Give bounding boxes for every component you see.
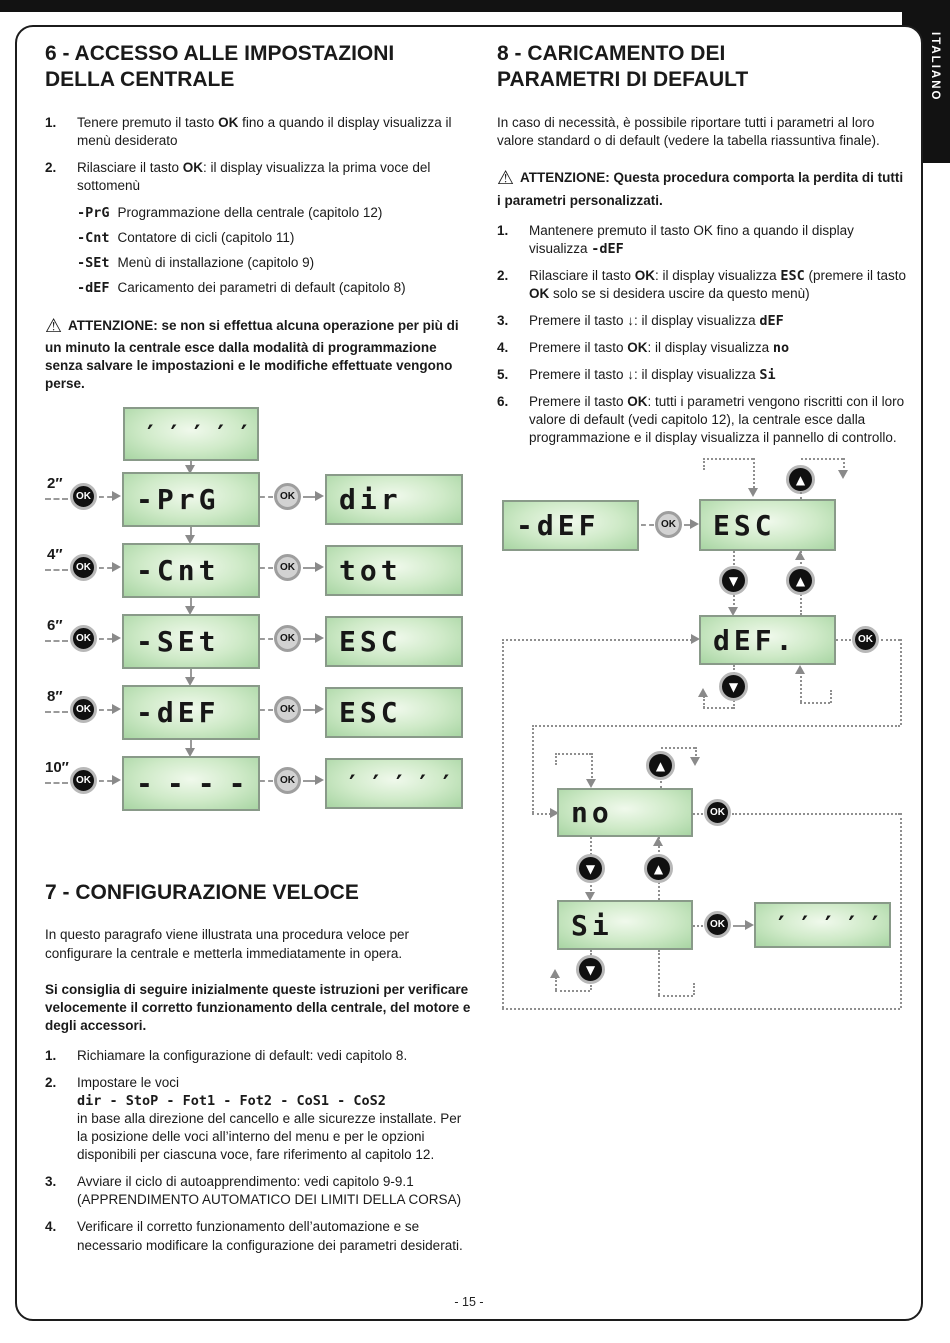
connector <box>502 639 504 1008</box>
arrowhead <box>315 633 324 643</box>
ok-button: OK <box>852 626 879 653</box>
display <box>325 758 463 809</box>
seven-seg-text: -Cnt <box>136 554 220 587</box>
arrowhead <box>690 757 700 766</box>
warning-icon: ⚠ <box>45 314 63 337</box>
list-item: 2. Rilasciare il tasto OK: il display visualizza la prima voce del sottomenù <box>45 160 431 194</box>
ok-button: OK <box>274 767 301 794</box>
seven-seg-text: ESC <box>339 625 402 658</box>
timing-label: 6″ <box>47 617 63 634</box>
connector <box>555 977 557 990</box>
display <box>325 687 463 738</box>
ok-button: OK <box>70 483 97 510</box>
connector <box>303 638 315 640</box>
connector <box>303 567 315 569</box>
ok-button: OK <box>70 696 97 723</box>
arrowhead <box>795 551 805 560</box>
seven-seg-text: ′′′′′ <box>774 911 892 939</box>
arrowhead <box>112 775 121 785</box>
connector <box>45 569 68 571</box>
connector <box>800 702 830 704</box>
list-item: 1. Tenere premuto il tasto OK fino a quando il display visualizza il menù desiderato <box>45 114 452 148</box>
connector <box>45 782 68 784</box>
section-6 <box>45 41 475 405</box>
arrowhead <box>315 704 324 714</box>
connector <box>641 524 654 526</box>
paragraph: In caso di necessità, è possibile riportare tutti i parametri al loro valore standard o di default (vedere la tabella riassuntiva finale). <box>497 114 880 148</box>
list-item: 6. Premere il tasto OK: tutti i parametri vengono riscritti con il loro valore di default (vedi capitolo 12), la centrale esce dalla programmazione e il display visualizza il pannello di controllo. <box>497 394 905 446</box>
connector <box>99 780 112 782</box>
section-6-title: 6 - ACCESSO ALLE IMPOSTAZIONI DELLA CENTRALE <box>45 42 395 92</box>
menu-desc: Menù di installazione (capitolo 9) <box>117 255 315 271</box>
connector <box>99 709 112 711</box>
menu-desc: Programmazione della centrale (capitolo 12) <box>117 205 383 221</box>
arrowhead <box>698 688 708 697</box>
connector <box>658 950 660 995</box>
display <box>557 788 693 837</box>
connector <box>99 638 112 640</box>
section-7 <box>45 880 475 1264</box>
section-8 <box>497 41 907 456</box>
arrowhead <box>690 519 699 529</box>
arrowhead <box>586 779 596 788</box>
submenu-item <box>45 204 475 222</box>
seven-seg-text: dir <box>339 483 402 516</box>
seven-seg-text: -PrG <box>136 483 220 516</box>
ok-button: OK <box>274 625 301 652</box>
seven-seg-text: ESC <box>339 696 402 729</box>
seven-seg-text: -SEt <box>136 625 220 658</box>
connector <box>753 458 755 488</box>
warning-note: ⚠ ATTENZIONE: Questa procedura comporta la perdita di tutti i parametri personalizzati. <box>497 167 904 208</box>
connector <box>45 640 68 642</box>
arrowhead <box>112 704 121 714</box>
connector <box>260 638 273 640</box>
ok-button: OK <box>274 483 301 510</box>
list-item: 1. Richiamare la configurazione di default: vedi capitolo 8. <box>45 1047 408 1063</box>
display <box>557 900 693 950</box>
connector <box>693 813 703 815</box>
connector <box>591 753 593 781</box>
connector <box>830 690 832 703</box>
connector <box>703 696 705 708</box>
arrowhead <box>315 775 324 785</box>
display <box>123 407 259 461</box>
seven-seg-text: Si <box>571 908 613 942</box>
connector <box>555 753 557 765</box>
connector <box>900 813 902 1008</box>
down-button: ▼ <box>576 955 605 984</box>
list-item: 4. Premere il tasto OK: il display visualizza no <box>497 339 790 356</box>
top-black-bar <box>0 0 950 12</box>
connector <box>260 709 273 711</box>
connector <box>260 567 273 569</box>
connector <box>303 709 315 711</box>
arrowhead <box>112 491 121 501</box>
timing-label: 8″ <box>47 688 63 705</box>
submenu-item <box>45 229 475 247</box>
arrowhead <box>112 633 121 643</box>
ok-button: OK <box>274 696 301 723</box>
display <box>122 756 260 811</box>
warning-note: ⚠ ATTENZIONE: se non si effettua alcuna operazione per più di un minuto la centrale esce dalla modalità di programmazione senza salvare le impostazioni e le modifiche effettuate vengono perse. <box>45 314 459 392</box>
connector <box>45 498 68 500</box>
connector <box>801 458 843 460</box>
list-item: 2. Rilasciare il tasto OK: il display visualizza ESC (premere il tasto OK solo se si desidera uscire da questo menù) <box>497 267 907 301</box>
list-item: 5. Premere il tasto ↓: il display visualizza Si <box>497 367 776 384</box>
connector <box>555 753 591 755</box>
connector <box>800 492 802 499</box>
arrowhead <box>315 562 324 572</box>
connector <box>260 780 273 782</box>
connector <box>881 639 900 641</box>
connector <box>555 990 590 992</box>
seven-seg-text: ′′′′′ <box>143 420 261 448</box>
display <box>122 472 260 527</box>
connector <box>45 711 68 713</box>
menu-code: -dEF <box>77 280 110 297</box>
connector <box>703 458 705 470</box>
connector <box>502 1008 900 1010</box>
ok-button: OK <box>655 511 682 538</box>
connector <box>303 780 315 782</box>
display <box>122 614 260 669</box>
menu-desc: Contatore di cicli (capitolo 11) <box>117 230 295 246</box>
timing-label: 2″ <box>47 475 63 492</box>
connector <box>99 496 112 498</box>
connector <box>733 925 745 927</box>
connector <box>532 725 534 813</box>
arrowhead <box>550 969 560 978</box>
menu-code: -SEt <box>77 255 110 272</box>
page-number: - 15 - <box>454 1295 484 1309</box>
warning-icon: ⚠ <box>497 167 515 190</box>
section-8-title: 8 - CARICAMENTO DEI PARAMETRI DI DEFAULT <box>497 42 749 92</box>
timing-label: 10″ <box>45 759 69 776</box>
display <box>502 500 639 551</box>
connector <box>260 496 273 498</box>
list-item: 2. Impostare le voci dir - StoP - Fot1 - Fot2 - CoS1 - CoS2 in base alla direzione del cancello e alle sicurezze installate. Per la posizione delle voci all’interno del menu e per le opzioni disponibili per ciascuna voce, fare riferimento al capitolo 12. <box>45 1074 462 1163</box>
ok-button: OK <box>704 911 731 938</box>
connector <box>693 983 695 995</box>
arrowhead <box>315 491 324 501</box>
down-button: ▼ <box>576 854 605 883</box>
arrowhead <box>838 470 848 479</box>
up-button: ▲ <box>786 465 815 494</box>
page-sheet <box>15 25 923 1321</box>
connector <box>836 639 851 641</box>
down-button: ▼ <box>719 672 748 701</box>
arrowhead <box>653 837 663 846</box>
connector <box>703 458 753 460</box>
connector <box>99 567 112 569</box>
menu-desc: Caricamento dei parametri di default (capitolo 8) <box>117 280 406 296</box>
list-item: 4. Verificare il corretto funzionamento dell’automazione e se necessario modificare la configurazione dei parametri desiderati. <box>45 1219 463 1253</box>
seven-seg-text: ---- <box>136 767 260 800</box>
connector <box>660 781 662 788</box>
ok-button: OK <box>70 554 97 581</box>
diagram-access-menus <box>45 403 477 815</box>
seven-seg-text: -dEF <box>516 509 600 542</box>
display <box>325 616 463 667</box>
seven-seg-text: ESC <box>713 508 776 542</box>
diagram-default-load <box>495 450 927 1035</box>
display <box>122 685 260 740</box>
list-item: 3. Avviare il ciclo di autoapprendimento: vedi capitolo 9-9.1 (APPRENDIMENTO AUTOMATICO DEI LIMITI DELLA CORSA) <box>45 1174 462 1208</box>
section-7-title: 7 - CONFIGURAZIONE VELOCE <box>45 881 359 904</box>
connector <box>693 925 703 927</box>
up-button: ▲ <box>644 854 673 883</box>
connector <box>900 639 902 725</box>
connector <box>661 747 695 749</box>
menu-code: -Cnt <box>77 230 110 247</box>
connector <box>658 995 693 997</box>
paragraph: In questo paragrafo viene illustrata una procedura veloce per configurare la centrale e metterla immediatamente in opera. <box>45 927 409 961</box>
seven-seg-text: ′′′′′ <box>345 769 463 798</box>
ok-button: OK <box>70 625 97 652</box>
arrowhead <box>691 634 700 644</box>
connector <box>703 707 733 709</box>
arrowhead <box>745 920 754 930</box>
connector <box>303 496 315 498</box>
seven-seg-text: dEF. <box>713 623 797 657</box>
timing-label: 4″ <box>47 546 63 563</box>
display <box>699 615 836 665</box>
up-button: ▲ <box>786 566 815 595</box>
ok-button: OK <box>704 799 731 826</box>
language-tab-label: ITALIANO <box>929 32 941 102</box>
connector <box>532 725 900 727</box>
display <box>122 543 260 598</box>
submenu-item <box>45 254 475 272</box>
display <box>699 499 836 551</box>
up-button: ▲ <box>646 751 675 780</box>
paragraph: Si consiglia di seguire inizialmente queste istruzioni per verificare velocemente il corretto funzionamento della centrale, del motore e degli accessori. <box>45 981 471 1033</box>
ok-button: OK <box>70 767 97 794</box>
display <box>325 474 463 525</box>
connector <box>732 813 900 815</box>
arrowhead <box>748 488 758 497</box>
arrowhead <box>112 562 121 572</box>
list-item: 3. Premere il tasto ↓: il display visualizza dEF <box>497 312 784 329</box>
display <box>754 902 891 948</box>
ok-button: OK <box>274 554 301 581</box>
display <box>325 545 463 596</box>
arrowhead <box>795 665 805 674</box>
menu-code: -PrG <box>77 205 110 222</box>
seven-seg-text: -dEF <box>136 696 220 729</box>
submenu-item <box>45 279 475 297</box>
down-button: ▼ <box>719 566 748 595</box>
connector <box>502 639 692 641</box>
seven-seg-text: no <box>571 796 613 829</box>
list-item: 1. Mantenere premuto il tasto OK fino a quando il display visualizza -dEF <box>497 222 854 257</box>
connector <box>532 813 551 815</box>
seven-seg-text: tot <box>339 554 402 587</box>
